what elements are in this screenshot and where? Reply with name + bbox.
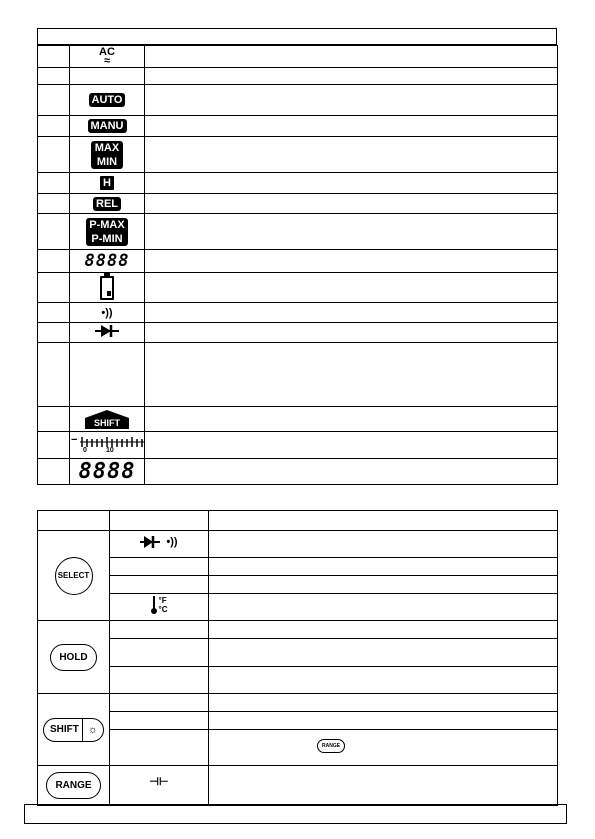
- table-row: [38, 116, 558, 137]
- table-row: [38, 323, 558, 343]
- table-row: [38, 694, 558, 712]
- table-row: [38, 531, 558, 558]
- diode-icon: [140, 536, 160, 548]
- table-row: [38, 558, 558, 576]
- table-row: [38, 766, 558, 806]
- shift-icon: SHIFT: [85, 410, 129, 429]
- table-row: [38, 85, 558, 116]
- header-bar: [37, 28, 557, 45]
- table-row: [38, 576, 558, 594]
- battery-icon: [100, 276, 114, 300]
- table-row: [38, 194, 558, 214]
- range-button[interactable]: RANGE: [46, 772, 100, 799]
- thermometer-icon: °F °C: [151, 596, 168, 614]
- shift-button[interactable]: SHIFT ☼: [43, 718, 104, 742]
- table-row: [38, 639, 558, 667]
- diode-icon: [95, 325, 119, 337]
- table-row: [38, 621, 558, 639]
- max-min-icon: MAX MIN: [91, 141, 123, 169]
- table-row: [38, 343, 558, 407]
- hold-icon: H: [100, 176, 114, 190]
- auto-range-icon: AUTO: [89, 93, 126, 107]
- table-row: [38, 68, 558, 85]
- table-row: [38, 137, 558, 173]
- ac-icon: AC ≈: [99, 45, 115, 67]
- peak-max-min-icon: P-MAX P-MIN: [86, 218, 127, 246]
- table-row: [38, 250, 558, 273]
- table-row: [38, 712, 558, 730]
- table-row: [38, 432, 558, 459]
- large-digits-icon: 8888: [78, 459, 136, 484]
- lcd-symbols-table: [37, 45, 558, 485]
- continuity-sound-icon: •)): [166, 536, 178, 548]
- relative-icon: REL: [93, 197, 121, 211]
- table-row: [38, 407, 558, 432]
- capacitor-icon: ⊣⊢: [149, 776, 169, 788]
- table-row: [38, 459, 558, 485]
- buttons-table: [37, 510, 558, 806]
- hold-button[interactable]: HOLD: [50, 644, 96, 671]
- continuity-sound-icon: •)): [101, 306, 113, 319]
- table-row: [38, 273, 558, 303]
- table-row: [38, 594, 558, 621]
- table-row: [38, 303, 558, 323]
- select-button[interactable]: SELECT: [55, 557, 93, 595]
- table-row: [38, 730, 558, 766]
- range-button-small: RANGE: [317, 739, 345, 753]
- table-row: [38, 214, 558, 250]
- backlight-icon: ☼: [82, 719, 103, 741]
- table-row: [38, 667, 558, 694]
- small-digits-icon: 8888: [84, 251, 130, 271]
- manual-range-icon: MANU: [88, 119, 127, 133]
- bargraph-icon: − 0 10: [71, 434, 114, 454]
- table-row: [38, 46, 558, 68]
- table-row: [38, 511, 558, 531]
- table-row: [38, 173, 558, 194]
- footer-bar: [24, 804, 567, 824]
